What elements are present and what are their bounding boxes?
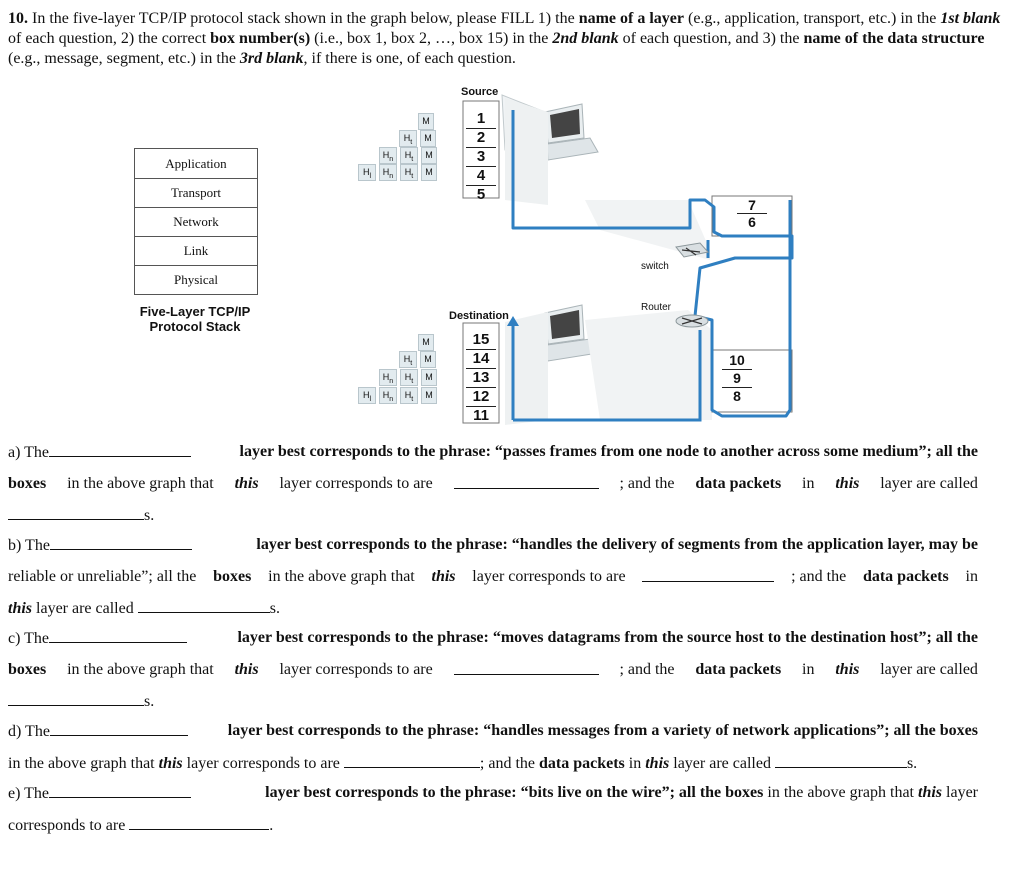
qd-this1: this (158, 755, 183, 772)
qc-blank-3[interactable] (8, 691, 144, 706)
qe-t1: in the above graph that (767, 784, 914, 801)
qe-t2: layer (946, 784, 978, 801)
box-10: 10 (722, 352, 752, 370)
qd-blank-2[interactable] (344, 753, 480, 768)
qb-blank-2[interactable] (642, 567, 774, 582)
box-2: 2 (466, 129, 496, 148)
stack-layer-network: Network (135, 208, 257, 237)
qd-t3: ; and the (479, 755, 535, 772)
box-15: 15 (466, 331, 496, 350)
intro-run-10: (e.g., message, segment, etc.) in the (8, 50, 240, 67)
qa-t3: ; and the (619, 475, 675, 492)
qe-boxes: boxes (725, 784, 764, 801)
qb-t2: in the above graph that (268, 568, 415, 585)
box-3: 3 (466, 148, 496, 167)
intro-run-7: 2nd blank (552, 30, 619, 47)
hdr-ht: $H_t$ (400, 147, 418, 164)
intro-run-1: name of a layer (578, 10, 684, 27)
box-4: 4 (466, 167, 496, 186)
qd-label: d) The (8, 723, 50, 740)
qc-this1: this (234, 661, 259, 678)
router-boxes (722, 352, 752, 405)
qd-t4: in (628, 755, 642, 772)
qc-t3: ; and the (619, 661, 675, 678)
hdr-m: M (418, 113, 434, 130)
qb-t6: layer are called (36, 600, 134, 617)
dest-header-row-2 (399, 351, 436, 367)
qd-phrase: layer best corresponds to the phrase: “handles messages from a variety of network applications”; all the (227, 722, 936, 739)
box-11: 11 (473, 407, 489, 424)
qe-blank-1[interactable] (49, 783, 191, 798)
qc-this2: this (835, 661, 860, 678)
stack-layer-transport: Transport (135, 179, 257, 208)
hdr-m: M (420, 351, 436, 368)
hdr-m: M (418, 334, 434, 351)
question-d (8, 721, 978, 774)
hdr-m: M (421, 369, 437, 386)
qb-this1: this (431, 568, 456, 585)
qb-this2: this (8, 600, 33, 617)
hdr-m: M (421, 387, 437, 404)
qd-boxes: boxes (939, 722, 978, 739)
source-boxes (466, 110, 496, 204)
box-8: 8 (733, 388, 741, 404)
stack-caption-line2: Protocol Stack (149, 319, 241, 334)
qb-blank-1[interactable] (50, 535, 192, 550)
question-e (8, 783, 978, 836)
qa-end: s. (144, 507, 155, 524)
switch-label: switch (641, 261, 669, 272)
hdr-m: M (421, 164, 437, 181)
qa-t5: layer are called (880, 475, 978, 492)
source-header-row-4 (358, 164, 437, 180)
qb-t3: layer corresponds to are (472, 568, 626, 585)
dest-header-row-4 (358, 387, 437, 403)
stack-caption-line1: Five-Layer TCP/IP (139, 304, 251, 319)
intro-run-0: In the five-layer TCP/IP protocol stack shown in the graph below, please FILL 1) the (32, 10, 579, 27)
destination-label: Destination (449, 310, 509, 322)
qc-end: s. (144, 693, 155, 710)
stack-layer-link: Link (135, 237, 257, 266)
intro-run-6: (i.e., box 1, box 2, …, box 15) in the (310, 30, 553, 47)
qc-phrase: layer best corresponds to the phrase: “moves datagrams from the source host to the destination host”; all the (237, 629, 978, 646)
box-14: 14 (466, 350, 496, 369)
router-label: Router (641, 302, 672, 313)
qa-blank-1[interactable] (49, 442, 191, 457)
box-5: 5 (476, 186, 486, 203)
qa-this2: this (835, 475, 860, 492)
question-c (8, 628, 978, 712)
intro-run-4: of each question, 2) the correct (8, 30, 211, 47)
qb-data-packets: data packets (862, 568, 949, 585)
qc-label: c) The (8, 630, 50, 647)
source-header-row-3 (379, 147, 437, 163)
box-1: 1 (466, 110, 496, 129)
question-a (8, 442, 978, 526)
qa-phrase: layer best corresponds to the phrase: “passes frames from one node to another across some medium”; all the (239, 443, 978, 460)
qb-t5: in (965, 568, 978, 585)
intro-run-9: name of the data structure (803, 30, 985, 47)
qa-t4: in (802, 475, 815, 492)
hdr-ht: $H_t$ (399, 130, 417, 147)
qd-data-packets: data packets (539, 755, 625, 772)
intro-run-2: (e.g., application, transport, etc.) in the (684, 10, 941, 27)
intro-run-12: , if there is one, of each question. (303, 50, 516, 67)
qb-blank-3[interactable] (138, 598, 270, 613)
hdr-hn: $H_n$ (379, 369, 397, 386)
hdr-hl: $H_l$ (358, 164, 376, 181)
qa-label: a) The (8, 444, 50, 461)
qd-t1: in the above graph that (8, 755, 155, 772)
source-header-row-2 (399, 130, 436, 146)
qb-label: b) The (8, 537, 50, 554)
qe-this: this (918, 784, 943, 801)
qa-blank-3[interactable] (8, 505, 144, 520)
qa-blank-2[interactable] (454, 474, 599, 489)
qc-t5: layer are called (880, 661, 978, 678)
qa-data-packets: data packets (695, 475, 782, 492)
qa-boxes: boxes (8, 475, 47, 492)
qa-t2: layer corresponds to are (279, 475, 433, 492)
network-diagram (0, 0, 1024, 440)
qd-t2: layer corresponds to are (186, 755, 340, 772)
intro-run-3: 1st blank (940, 10, 1001, 27)
qd-blank-3[interactable] (775, 753, 907, 768)
dest-header-row-3 (379, 369, 437, 385)
dest-header-row-1 (418, 334, 434, 350)
qa-this1: this (234, 475, 259, 492)
qc-t2: layer corresponds to are (279, 661, 433, 678)
qb-t4: ; and the (791, 568, 847, 585)
dest-boxes (466, 331, 496, 425)
qc-boxes: boxes (8, 661, 47, 678)
qd-blank-1[interactable] (50, 721, 188, 736)
hdr-ht: $H_t$ (399, 351, 417, 368)
hdr-m: M (421, 147, 437, 164)
qe-phrase: layer best corresponds to the phrase: “bits live on the wire”; all the (265, 784, 722, 801)
hdr-ht: $H_t$ (400, 164, 418, 181)
qe-blank-2[interactable] (129, 815, 269, 830)
stack-layer-application: Application (135, 149, 257, 179)
qc-blank-1[interactable] (49, 628, 187, 643)
hdr-ht: $H_t$ (400, 387, 418, 404)
intro-run-5: box number(s) (210, 30, 311, 47)
qb-phrase: layer best corresponds to the phrase: “handles the delivery of segments from the application layer, may be (256, 536, 978, 553)
qd-t5: layer are called (673, 755, 771, 772)
qb-t1: reliable or unreliable”; all the (8, 568, 197, 585)
qe-end: . (269, 817, 274, 834)
qe-t3: corresponds to are (8, 817, 126, 834)
box-9: 9 (722, 370, 752, 388)
qd-this2: this (645, 755, 670, 772)
question-b (8, 535, 978, 619)
hdr-hn: $H_n$ (379, 387, 397, 404)
hdr-ht: $H_t$ (400, 369, 418, 386)
qc-blank-2[interactable] (454, 660, 599, 675)
qc-data-packets: data packets (695, 661, 782, 678)
qc-t1: in the above graph that (67, 661, 214, 678)
qb-end: s. (269, 600, 280, 617)
question-number: 10. (8, 10, 28, 27)
hdr-m: M (420, 130, 436, 147)
switch-boxes (737, 198, 767, 230)
qb-boxes: boxes (213, 568, 252, 585)
qe-label: e) The (8, 785, 50, 802)
stack-layer-physical: Physical (173, 272, 219, 287)
intro-run-8: of each question, and 3) the (618, 30, 804, 47)
box-7: 7 (737, 198, 767, 214)
qa-t1: in the above graph that (67, 475, 214, 492)
hdr-hl: $H_l$ (358, 387, 376, 404)
hdr-hn: $H_n$ (379, 147, 397, 164)
box-6: 6 (748, 214, 756, 230)
router-icon (676, 315, 708, 327)
qd-end: s. (906, 755, 918, 772)
intro-run-11: 3rd blank (239, 50, 304, 67)
hdr-hn: $H_n$ (379, 164, 397, 181)
source-header-row-1 (418, 113, 434, 129)
box-13: 13 (466, 369, 496, 388)
box-12: 12 (466, 388, 496, 407)
qc-t4: in (802, 661, 815, 678)
source-label: Source (461, 86, 499, 98)
